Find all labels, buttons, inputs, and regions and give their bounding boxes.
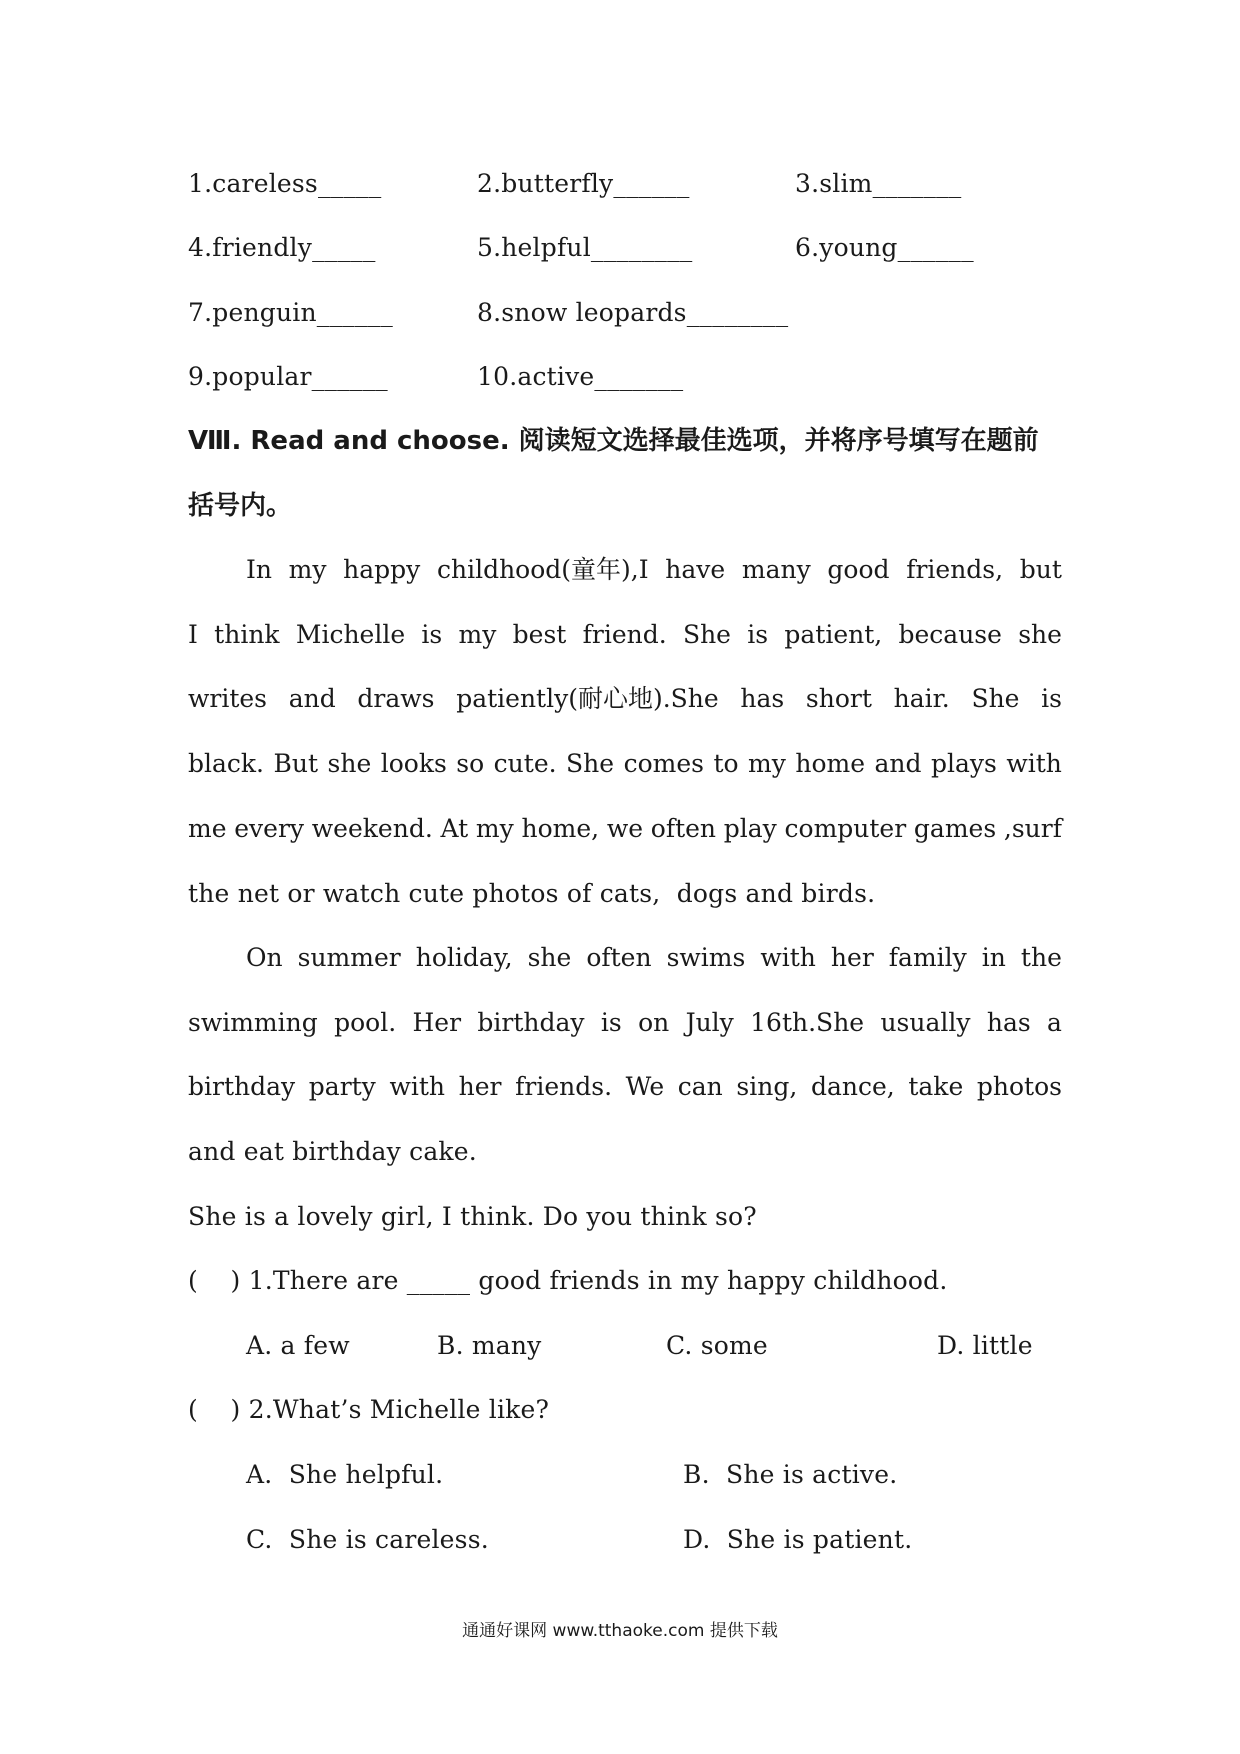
passage-word: dance, — [810, 1072, 895, 1101]
passage-word: good — [827, 555, 890, 584]
passage-word: and — [288, 684, 336, 713]
passage-word: my — [475, 814, 514, 843]
passage-word: She — [971, 684, 1020, 713]
passage-word: happy — [343, 555, 421, 584]
passage-word: weekend. — [311, 814, 433, 843]
passage-word: with — [1006, 749, 1062, 778]
passage-word: because — [898, 620, 1002, 649]
passage-word: pool. — [334, 1008, 397, 1037]
passage-word: cute. — [493, 749, 557, 778]
passage-word: is — [600, 1008, 622, 1037]
vocab-item: 6.young______ — [795, 233, 974, 262]
passage-word: a — [1047, 1008, 1062, 1037]
passage-word: patient, — [784, 620, 883, 649]
passage-word: home — [795, 749, 866, 778]
question-stem: ( ) 1.There are _____ good friends in my happy childhood. — [188, 1266, 948, 1295]
passage-word: but — [1019, 555, 1062, 584]
passage-word: she — [527, 943, 572, 972]
passage-word: summer — [297, 943, 401, 972]
passage-word: often — [586, 943, 652, 972]
passage-word: is — [1041, 684, 1062, 713]
passage-word: my — [288, 555, 327, 584]
vocab-item: 4.friendly_____ — [188, 233, 376, 262]
passage-word: my — [748, 749, 786, 778]
passage-word: black. — [188, 749, 265, 778]
passage-word: But — [273, 749, 319, 778]
passage-word: childhood(童年),I — [436, 555, 649, 584]
section-heading-continued: 括号内。 — [188, 491, 293, 521]
passage-word: every — [234, 814, 305, 843]
passage-word: holiday, — [415, 943, 513, 972]
passage-word: and — [874, 749, 922, 778]
passage-word: have — [665, 555, 726, 584]
passage-word: We — [625, 1072, 665, 1101]
passage-line — [246, 554, 1062, 586]
passage-word: looks — [380, 749, 447, 778]
passage-line — [188, 1007, 1062, 1039]
passage-word: draws — [357, 684, 435, 713]
passage-word: patiently(耐心地).She — [456, 684, 719, 713]
passage-word: Her — [412, 1008, 462, 1037]
passage-word: she — [1018, 620, 1062, 649]
passage-word: family — [888, 943, 967, 972]
question-stem: ( ) 2.What’s Michelle like? — [188, 1395, 550, 1424]
passage-word: friends. — [515, 1072, 613, 1101]
vocab-item: 1.careless_____ — [188, 169, 382, 198]
option-b: B. She is active. — [683, 1460, 898, 1489]
passage-word: She — [566, 749, 615, 778]
passage-word: comes — [623, 749, 704, 778]
passage-word: swims — [666, 943, 746, 972]
passage-word: She — [682, 620, 731, 649]
section-heading: Ⅷ. Read and choose. 阅读短文选择最佳选项，并将序号填写在题前 — [188, 426, 1039, 456]
passage-word: home, — [521, 814, 600, 843]
passage-word: she — [327, 749, 372, 778]
passage-word: in — [981, 943, 1006, 972]
passage-word: we — [606, 814, 644, 843]
passage-line: She is a lovely girl, I think. Do you think so? — [188, 1202, 757, 1231]
passage-line: and eat birthday cake. — [188, 1137, 477, 1166]
vocab-item: 9.popular______ — [188, 362, 388, 391]
passage-line — [188, 748, 1062, 780]
vocab-item: 10.active_______ — [477, 362, 684, 391]
passage-word: often — [650, 814, 717, 843]
passage-word: writes — [188, 684, 268, 713]
passage-word: In — [246, 555, 272, 584]
passage-word: birthday — [188, 1072, 296, 1101]
passage-word: with — [760, 943, 816, 972]
passage-word: friend. — [582, 620, 667, 649]
option-c: C. some — [666, 1331, 768, 1360]
passage-word: games — [913, 814, 997, 843]
passage-word: think — [214, 620, 280, 649]
passage-word: party — [308, 1072, 376, 1101]
passage-word: is — [421, 620, 443, 649]
passage-word: has — [740, 684, 785, 713]
option-a: A. a few — [246, 1331, 350, 1360]
passage-word: swimming — [188, 1008, 318, 1037]
vocab-item: 3.slim_______ — [795, 169, 962, 198]
passage-word: my — [458, 620, 497, 649]
passage-line — [188, 1071, 1062, 1103]
passage-word: July — [685, 1008, 734, 1037]
passage-word: to — [713, 749, 739, 778]
passage-word: At — [440, 814, 469, 843]
passage-word: Michelle — [295, 620, 406, 649]
passage-word: so — [456, 749, 485, 778]
passage-word: photos — [976, 1072, 1062, 1101]
page-footer: 通通好课网 www.tthaoke.com 提供下载 — [462, 1621, 778, 1641]
passage-word: I — [188, 620, 198, 649]
option-b: B. many — [437, 1331, 542, 1360]
vocab-item: 5.helpful________ — [477, 233, 693, 262]
passage-word: is — [747, 620, 769, 649]
option-c: C. She is careless. — [246, 1525, 489, 1554]
passage-word: friends, — [906, 555, 1004, 584]
passage-word: 16th.She — [750, 1008, 865, 1037]
passage-word: On — [246, 943, 283, 972]
option-d: D. little — [937, 1331, 1033, 1360]
passage-word: play — [723, 814, 777, 843]
passage-word: her — [830, 943, 874, 972]
passage-word: hair. — [893, 684, 950, 713]
passage-word: with — [389, 1072, 445, 1101]
passage-word: ,surf — [1003, 814, 1062, 843]
passage-line — [188, 619, 1062, 651]
passage-word: can — [677, 1072, 723, 1101]
passage-line — [188, 813, 1062, 845]
passage-word: has — [986, 1008, 1031, 1037]
passage-word: sing, — [736, 1072, 798, 1101]
passage-word: birthday — [477, 1008, 585, 1037]
passage-word: best — [512, 620, 567, 649]
passage-word: take — [908, 1072, 964, 1101]
option-d: D. She is patient. — [683, 1525, 913, 1554]
passage-word: usually — [880, 1008, 971, 1037]
passage-line — [246, 942, 1062, 974]
passage-line: the net or watch cute photos of cats, dogs and birds. — [188, 879, 876, 908]
passage-line — [188, 683, 1062, 715]
passage-word: on — [638, 1008, 670, 1037]
option-a: A. She helpful. — [246, 1460, 444, 1489]
passage-word: the — [1020, 943, 1062, 972]
vocab-item: 2.butterfly______ — [477, 169, 690, 198]
passage-word: me — [188, 814, 227, 843]
vocab-item: 7.penguin______ — [188, 298, 393, 327]
passage-word: computer — [784, 814, 907, 843]
passage-word: her — [458, 1072, 502, 1101]
passage-word: plays — [931, 749, 997, 778]
passage-word: many — [741, 555, 811, 584]
passage-word: short — [805, 684, 872, 713]
vocab-item: 8.snow leopards________ — [477, 298, 789, 327]
